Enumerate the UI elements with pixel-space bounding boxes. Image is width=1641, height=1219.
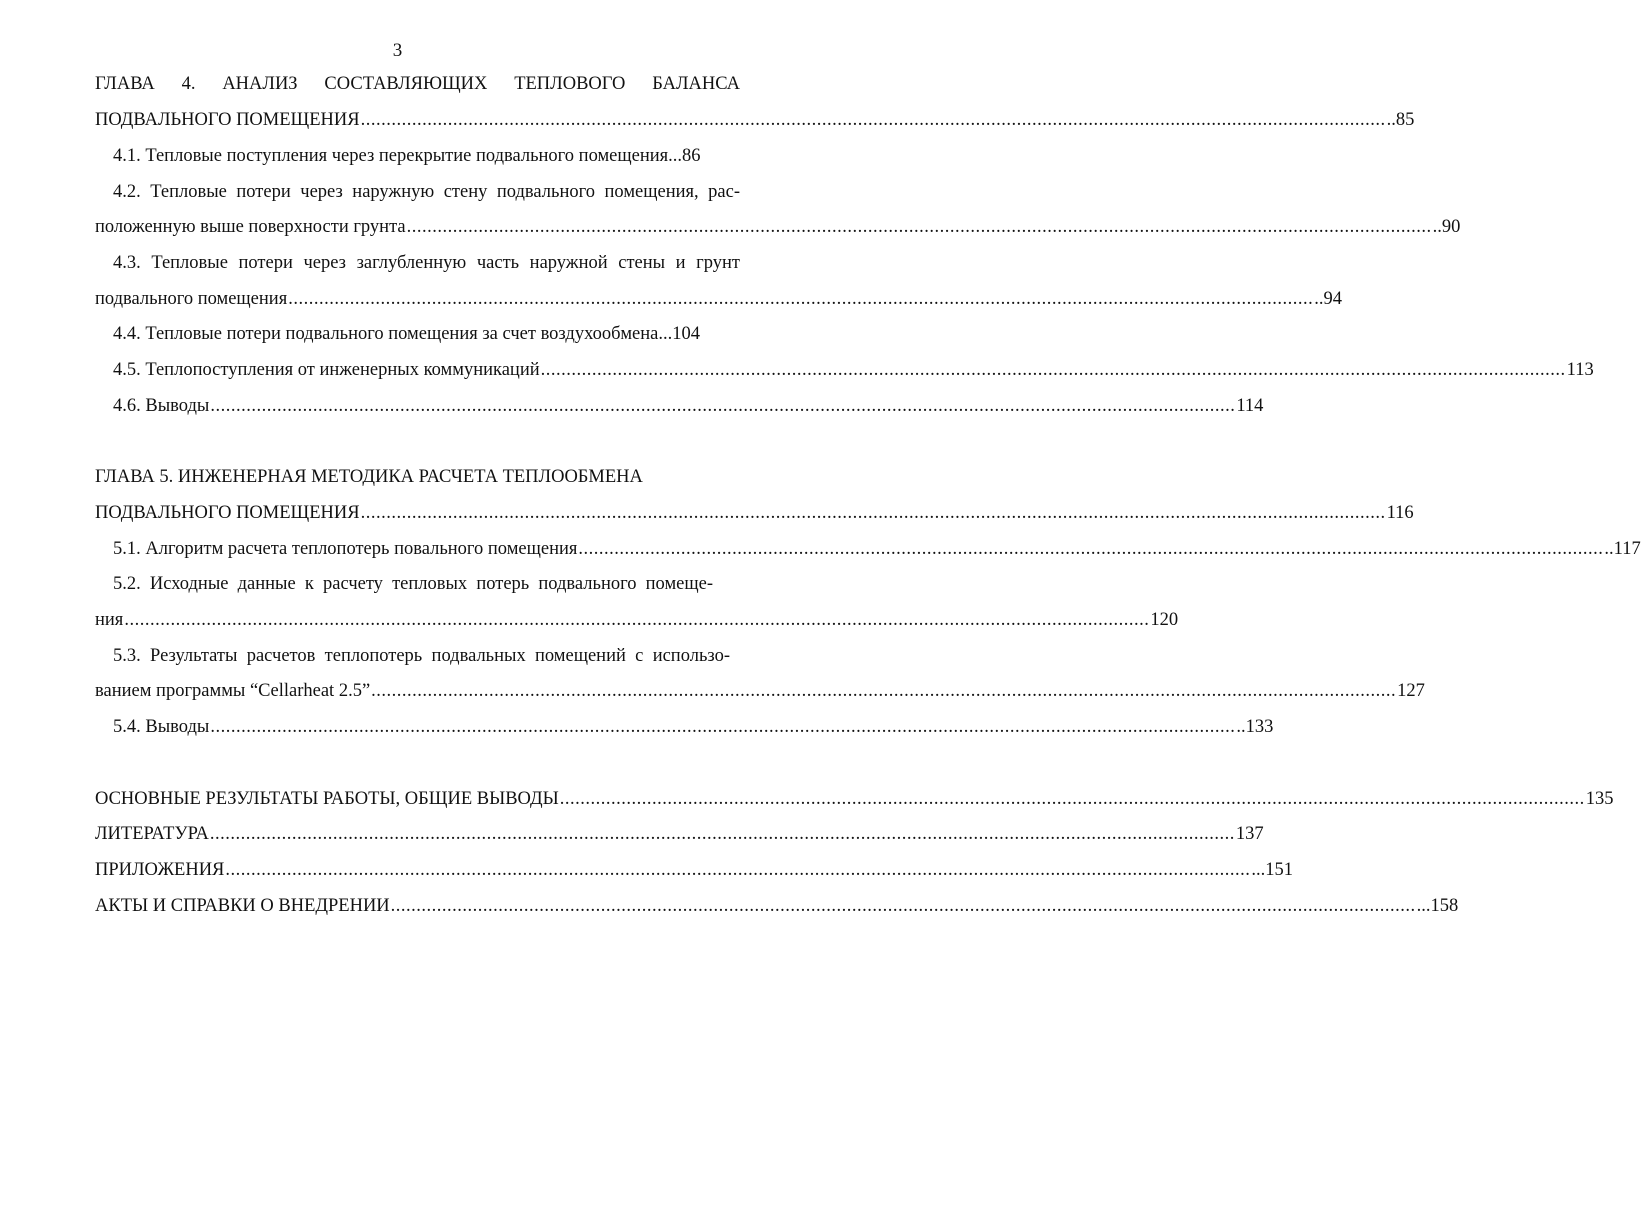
toc-entry-text: ПОДВАЛЬНОГО ПОМЕЩЕНИЯ [95, 503, 360, 523]
toc-leader-dots: ........................................................................................................................................................................................................ [360, 503, 1386, 523]
toc-leader-dots: ........................................................................................................................................................................................................ [540, 360, 1566, 380]
toc-entry-text: 4.5. Теплопоступления от инженерных коммуникаций [113, 360, 540, 380]
toc-leader-dots: ........................................................................................................................................................................................................ [578, 539, 1604, 559]
chapter-4-title: ГЛАВА 4. АНАЛИЗ СОСТАВЛЯЮЩИХ ТЕПЛОВОГО БАЛАНСА [95, 74, 740, 94]
toc-leader-dots: ........................................................................................................................................................................................................ [209, 824, 1235, 844]
toc-entry-page: 137 [1235, 824, 1264, 844]
page-number: 3 [392, 40, 403, 61]
toc-entry-page: 113 [1566, 360, 1594, 380]
toc-leader-dots: ........................................................................................................................................................................................................ [210, 717, 1236, 737]
toc-leader-dots: ........................................................................................................................................................................................................ [288, 289, 1314, 309]
toc-entry-text: ЛИТЕРАТУРА [95, 824, 209, 844]
toc-leader-dots: ........................................................................................................................................................................................................ [371, 681, 1397, 701]
toc-entry-page: 114 [1236, 396, 1264, 416]
toc-entry-text: положенную выше поверхности грунта [95, 217, 406, 237]
toc-entry-5-1[interactable] [113, 535, 1641, 563]
toc-entry-4-6[interactable] [113, 392, 1264, 420]
toc-entry-text: ПОДВАЛЬНОГО ПОМЕЩЕНИЯ [95, 110, 360, 130]
toc-entry-4-5[interactable] [113, 356, 1594, 384]
toc-entry-appendices[interactable] [95, 856, 1294, 884]
toc-entry-4-2-line1[interactable]: 4.2. Тепловые потери через наружную стену подвального помещения, рас- [113, 182, 740, 202]
toc-entry-5-3-line1[interactable]: 5.3. Результаты расчетов теплопотерь подвальных помещений с использо- [113, 646, 730, 666]
toc-entry-page: ..133 [1236, 717, 1274, 737]
toc-entry-text: подвального помещения [95, 289, 288, 309]
toc-entry-4-4[interactable]: 4.4. Тепловые потери подвального помещения за счет воздухообмена...104 [113, 324, 701, 344]
toc-entry-text: АКТЫ И СПРАВКИ О ВНЕДРЕНИИ [95, 896, 390, 916]
toc-entry-page: 135 [1585, 789, 1614, 809]
toc-leader-dots: ........................................................................................................................................................................................................ [225, 860, 1251, 880]
toc-entry-page: ..117 [1604, 539, 1641, 559]
toc-entry-page: ...151 [1251, 860, 1294, 880]
toc-entry-5-3[interactable] [95, 677, 1425, 705]
toc-leader-dots: ........................................................................................................................................................................................................ [559, 789, 1585, 809]
toc-leader-dots: ........................................................................................................................................................................................................ [406, 217, 1432, 237]
toc-entry-chapter-5[interactable] [95, 499, 1414, 527]
toc-entry-5-2-line1[interactable]: 5.2. Исходные данные к расчету тепловых потерь подвального помеще- [113, 574, 713, 594]
toc-entry-conclusions[interactable] [95, 785, 1614, 813]
toc-entry-literature[interactable] [95, 820, 1264, 848]
toc-entry-page: ...158 [1416, 896, 1459, 916]
toc-entry-page: 120 [1150, 610, 1179, 630]
toc-entry-text: 5.1. Алгоритм расчета теплопотерь повального помещения [113, 539, 578, 559]
toc-entry-text: 5.4. Выводы [113, 717, 210, 737]
toc-leader-dots: ........................................................................................................................................................................................................ [360, 110, 1386, 130]
toc-entry-text: ОСНОВНЫЕ РЕЗУЛЬТАТЫ РАБОТЫ, ОБЩИЕ ВЫВОДЫ [95, 789, 559, 809]
toc-entry-text: ПРИЛОЖЕНИЯ [95, 860, 225, 880]
toc-leader-dots: ........................................................................................................................................................................................................ [210, 396, 1236, 416]
toc-entry-page: ..90 [1432, 217, 1461, 237]
toc-entry-4-3[interactable] [95, 285, 1342, 313]
toc-entry-4-1[interactable]: 4.1. Тепловые поступления через перекрытие подвального помещения...86 [113, 146, 701, 166]
toc-entry-text: ния [95, 610, 124, 630]
toc-entry-5-4[interactable] [113, 713, 1274, 741]
toc-entry-page: ..94 [1314, 289, 1342, 309]
toc-entry-text: ванием программы “Cellarheat 2.5” [95, 681, 371, 701]
toc-entry-page: 127 [1397, 681, 1425, 701]
toc-entry-page: ..85 [1386, 110, 1415, 130]
toc-entry-page: 116 [1386, 503, 1414, 523]
chapter-5-title: ГЛАВА 5. ИНЖЕНЕРНАЯ МЕТОДИКА РАСЧЕТА ТЕПЛООБМЕНА [95, 467, 643, 487]
toc-entry-chapter-4[interactable] [95, 106, 1415, 134]
toc-entry-implementation-acts[interactable] [95, 892, 1459, 920]
toc-entry-text: 4.6. Выводы [113, 396, 210, 416]
toc-entry-4-3-line1[interactable]: 4.3. Тепловые потери через заглубленную часть наружной стены и грунт [113, 253, 740, 273]
toc-leader-dots: ........................................................................................................................................................................................................ [390, 896, 1416, 916]
toc-entry-4-2[interactable] [95, 213, 1461, 241]
toc-entry-5-2[interactable] [95, 606, 1179, 634]
toc-leader-dots: ........................................................................................................................................................................................................ [124, 610, 1150, 630]
